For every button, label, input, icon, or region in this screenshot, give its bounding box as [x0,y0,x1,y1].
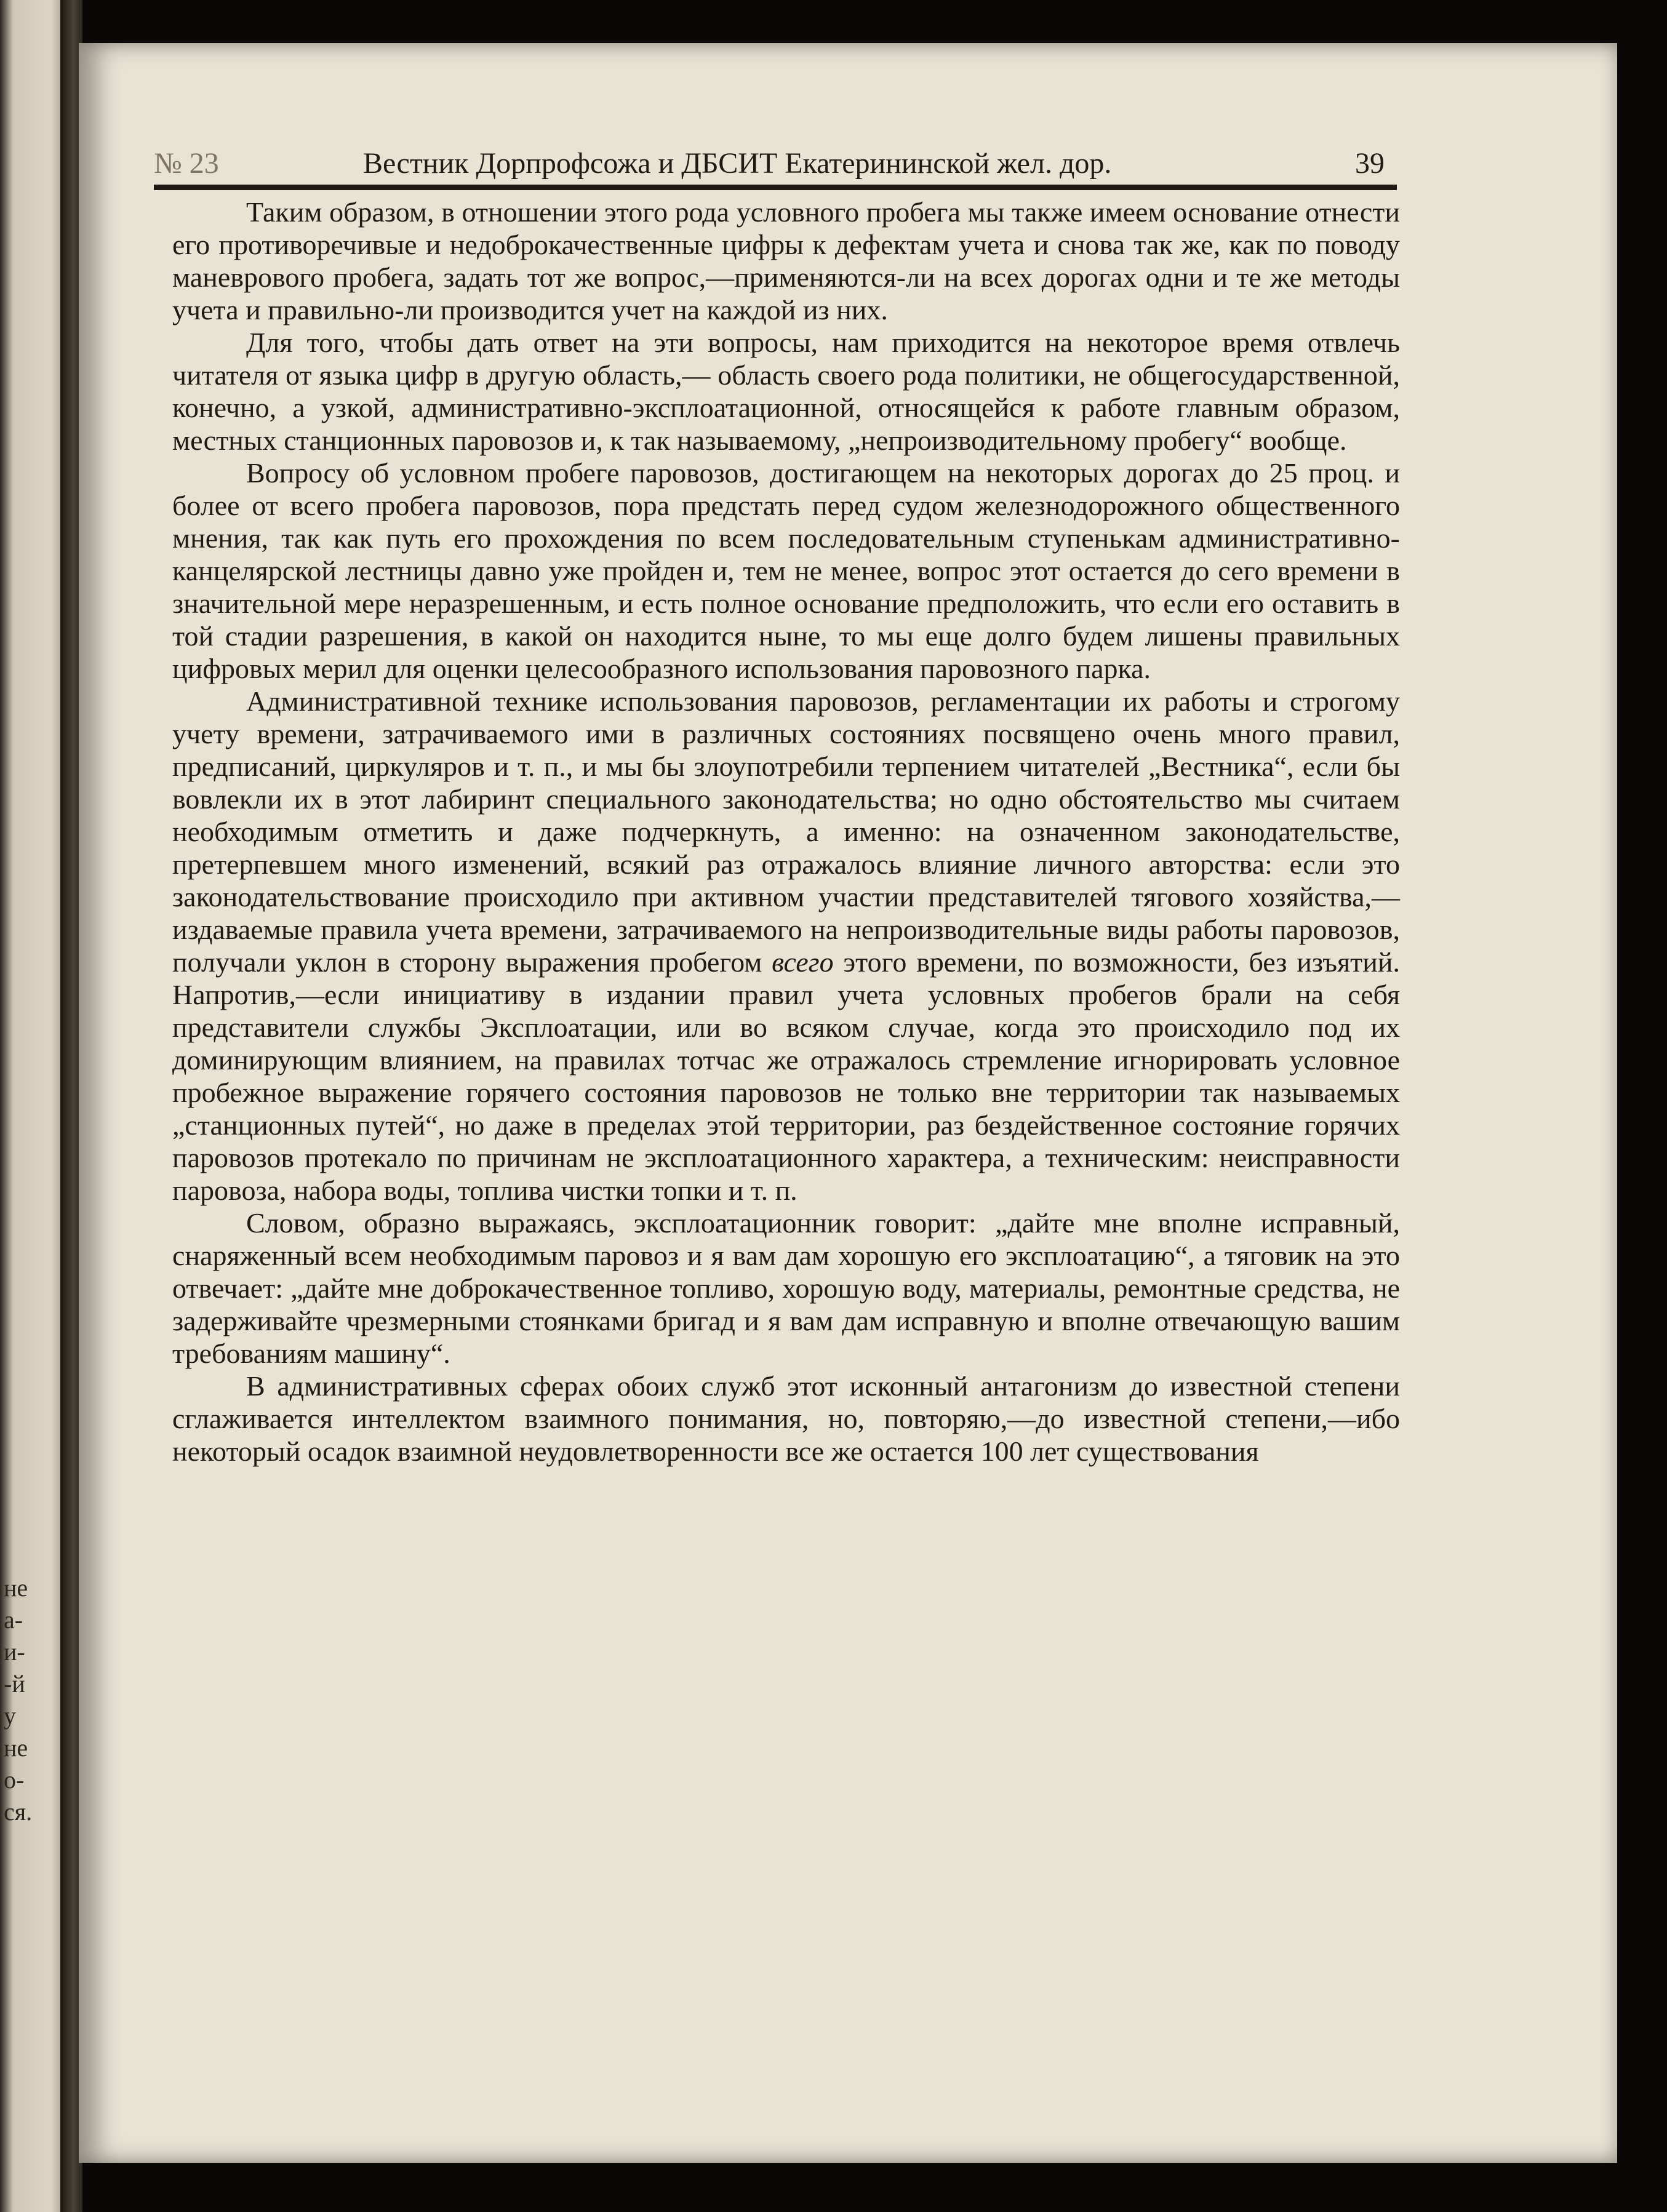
header-rule [154,185,1397,190]
prev-page-fragment: не [4,1574,28,1602]
prev-page-fragment: а- [4,1606,23,1634]
running-header [154,146,1397,186]
paragraph: Для того, чтобы дать ответ на эти вопросы, нам приходится на некоторое время отвлечь читателя от языка цифр в другую область,— область своего рода политики, не общегосударственной, конечно, а узкой, административно-эксплоатационной, относящейся к работе главным образом, местных станционных паровозов и, к так называемому, „непроизводительному пробегу“ вообще. [172,327,1400,456]
paragraph: В административных сферах обоих служб этот исконный антагонизм до известной степени сглаживается интеллектом взаимного понимания, но, повторяю,—до известной степени,—ибо некоторый осадок взаимной неудовлетворенности все же остается 100 лет существования [172,1370,1400,1467]
paragraph [172,685,1400,1207]
emphasis: всего [772,946,834,978]
paragraph: Словом, образно выражаясь, эксплоатационник говорит: „дайте мне вполне исправный, снаряженный всем необходимым паровоз и я вам дам хорошую его эксплоатацию“, а тяговик на это отвечает: „дайте мне доброкачественное топливо, хорошую воду, материалы, ремонтные средства, не задерживайте чрезмерными стоянками бригад и я вам дам исправную и вполне отвечающую вашим требованиям машину“. [172,1207,1400,1369]
paragraph: Таким образом, в отношении этого рода условного пробега мы также имеем основание отнести его противоречивые и недоброкачественные цифры к дефектам учета и снова так же, как по поводу маневрового пробега, задать тот же вопрос,—применяются-ли на всех дорогах одни и те же методы учета и правильно-ли производится учет на каждой из них. [172,196,1400,325]
page-number: 39 [1355,147,1385,180]
prev-page-fragment: не [4,1734,28,1762]
prev-page-fragment: у [4,1702,16,1730]
prev-page-fragment: и- [4,1638,25,1666]
paragraph: Вопросу об условном пробеге паровозов, достигающем на некоторых дорогах до 25 проц. и более от всего пробега паровозов, пора предстать перед судом железнодорожного общественного мнения, так как путь его прохождения по всем последовательным ступенькам административно-канцелярской лестницы давно уже пройден и, тем не менее, вопрос этот остается до сего времени в значительной мере неразрешенным, и есть полное основание предположить, что если его оставить в той стадии разрешения, в какой он находится ныне, то мы еще долго будем лишены правильных цифровых мерил для оценки целесообразного использования паровозного парка. [172,457,1400,684]
prev-page-fragment: ся. [4,1798,33,1826]
article-body [172,196,1400,1467]
paragraph-text: этого времени, по возможности, без изъятий. Напротив,—если инициативу в издании правил учета условных пробегов брали на себя представители службы Эксплоатации, или во всяком случае, когда это происходило под их доминирующим влиянием, на правилах тотчас же отражалось стремление игнорировать условное пробежное выражение горячего состояния паровозов не только вне территории так называемых „станционных путей“, но даже в пределах этой территории, раз бездейственное состояние горячих паровозов протекало по причинам не эксплоатационного характера, а техническим: неисправности паровоза, набора воды, топлива чистки топки и т. п. [172,946,1400,1206]
prev-page-fragment: о- [4,1766,25,1794]
paragraph-text: Административной технике использования паровозов, регламентации их работы и строгому учету времени, затрачиваемого ими в различных состояниях посвящено очень много правил, предписаний, циркуляров и т. п., и мы бы злоупотребили терпением читателей „Вестника“, если бы вовлекли их в этот лабиринт специального законодательства; но одно обстоятельство мы считаем необходимым отметить и даже подчеркнуть, а именно: на означенном законодательстве, претерпевшем много изменений, всякий раз отражалось влияние личного авторства: если это законодательствование происходило при активном участии представителей тягового хозяйства,—издаваемые правила учета времени, затрачиваемого на непроизводительные виды работы паровозов, получали уклон в сторону выражения пробегом [172,685,1400,978]
issue-number: № 23 [154,147,219,180]
prev-page-fragment: -й [4,1670,25,1698]
journal-title: Вестник Дорпрофсожа и ДБСИТ Екатерининской жел. дор. [363,147,1112,180]
